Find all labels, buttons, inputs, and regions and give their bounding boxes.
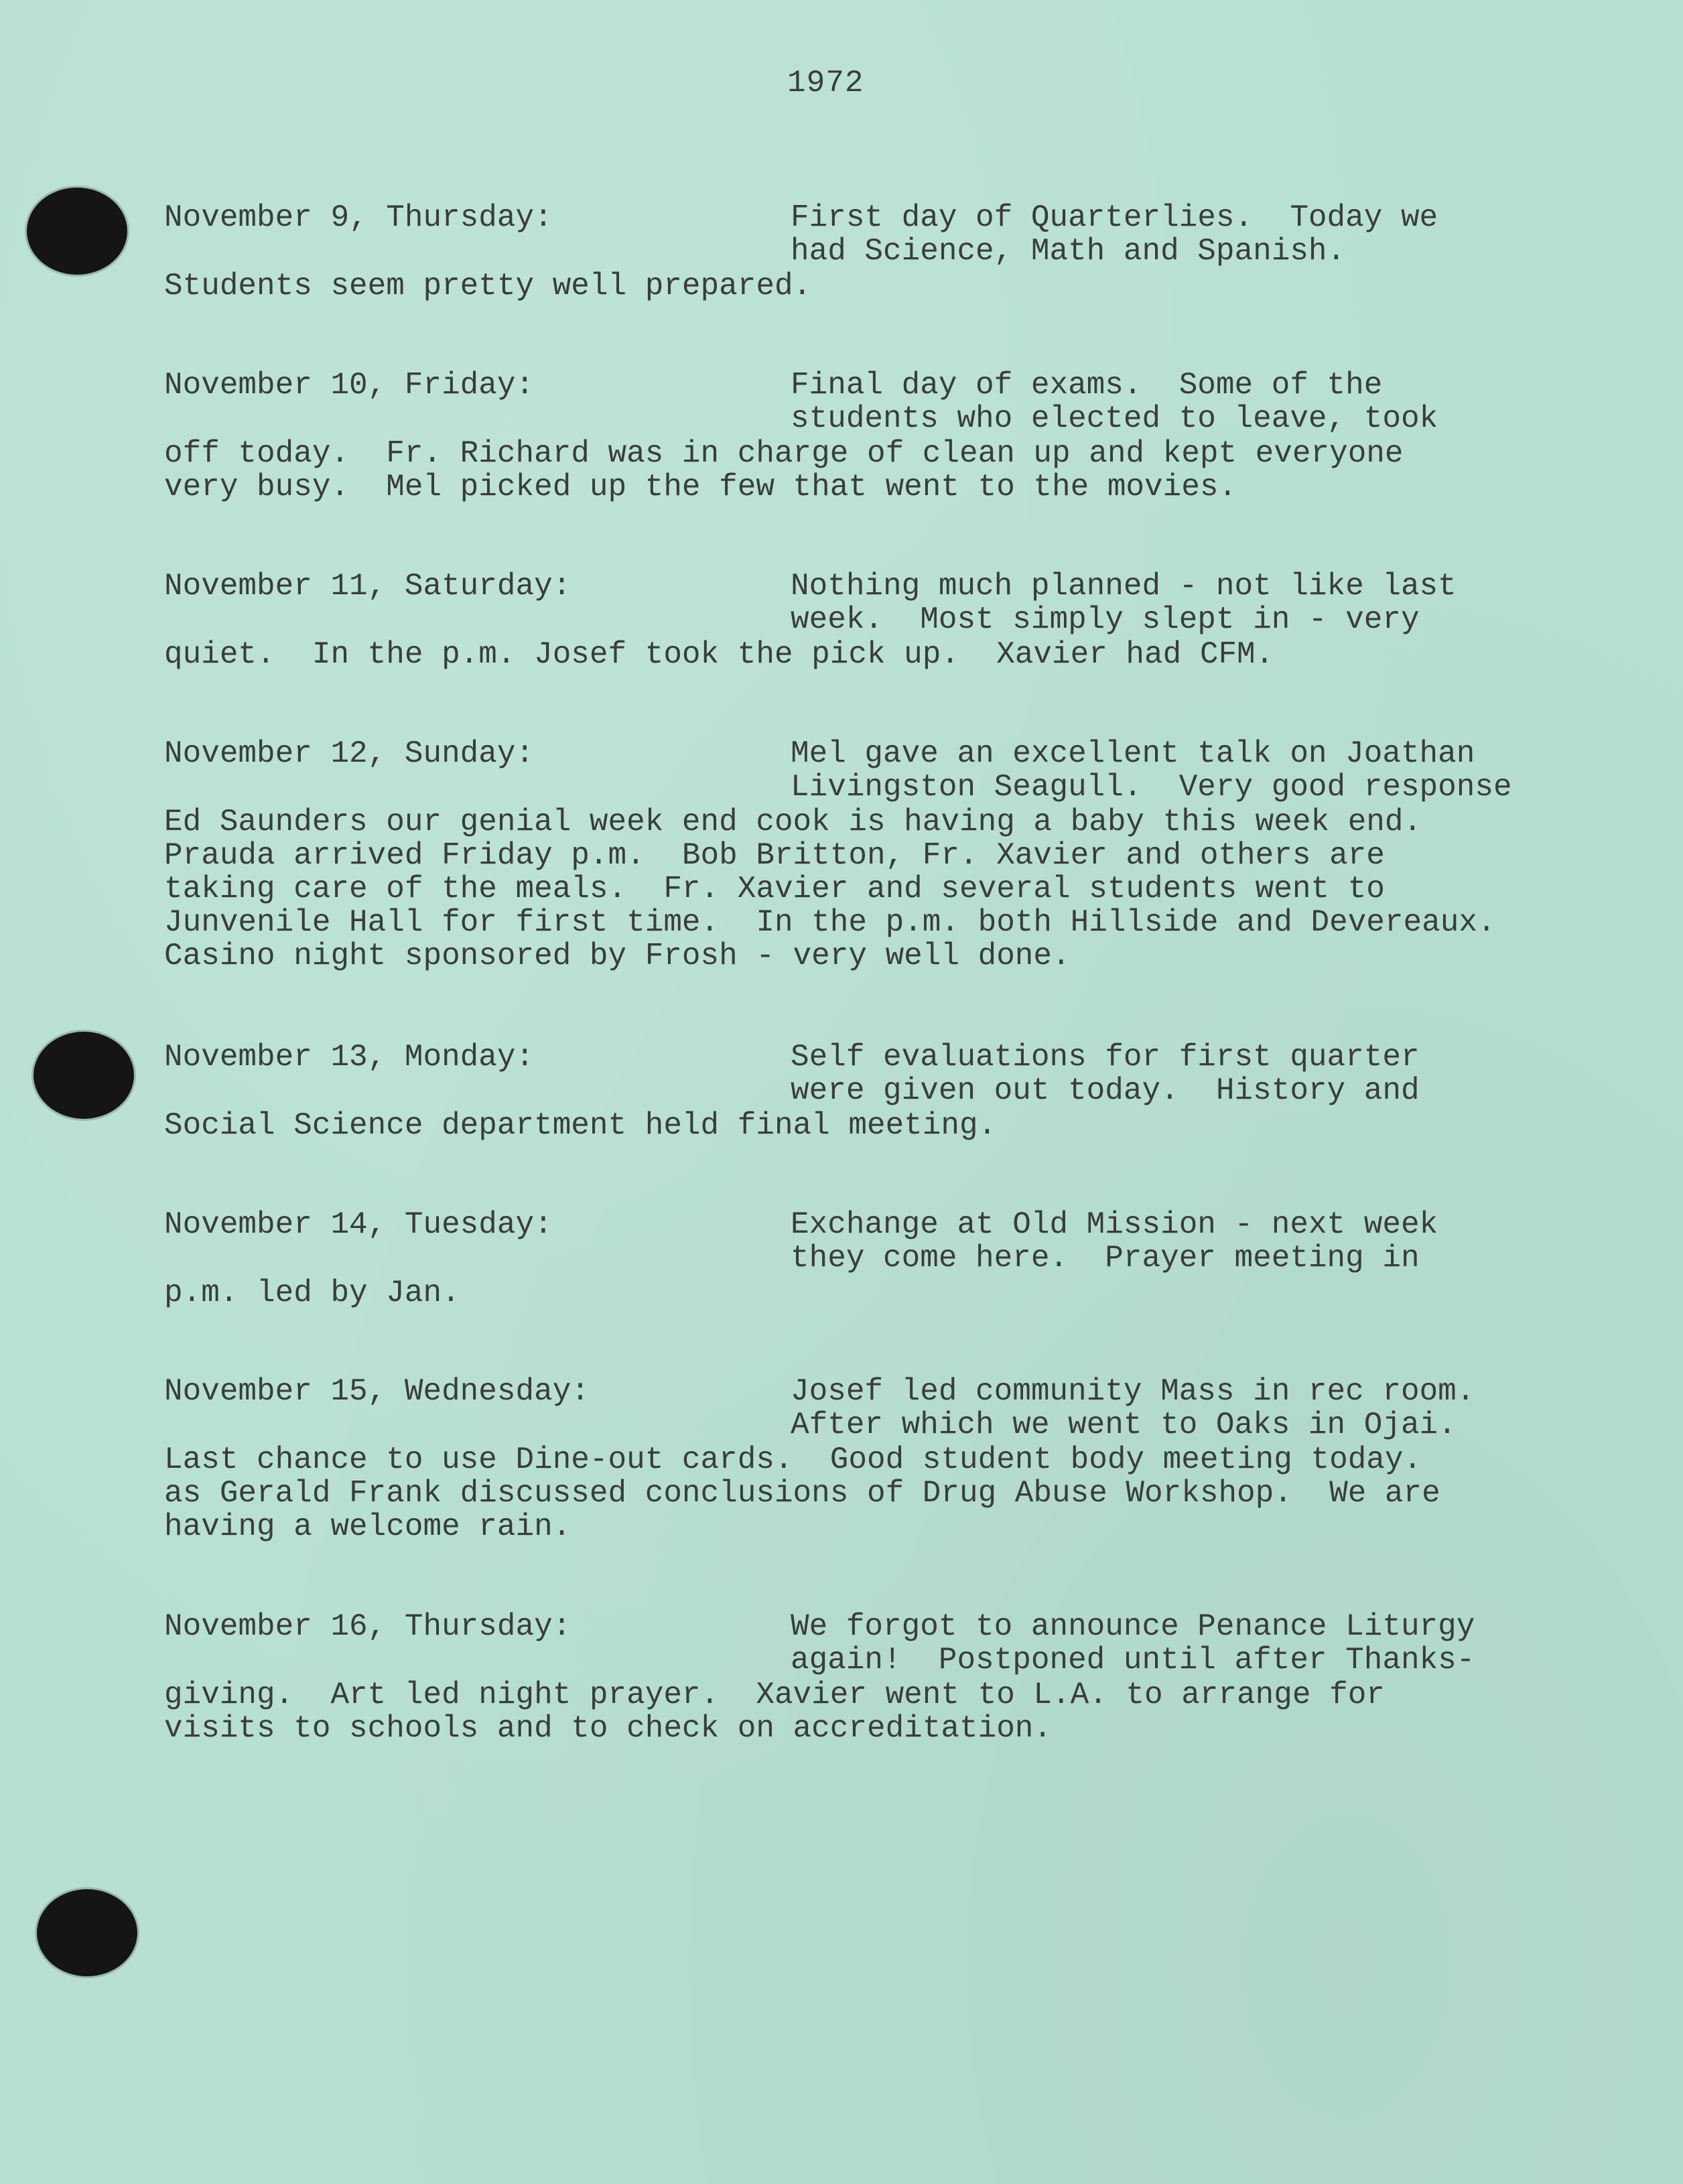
- entry-line: having a welcome rain.: [164, 1509, 571, 1544]
- page-year: 1972: [787, 66, 864, 100]
- entry-rest-text: [164, 805, 1658, 973]
- entry-line: they come here. Prayer meeting in: [791, 1241, 1420, 1276]
- entry-line: Livingston Seagull. Very good response: [791, 770, 1512, 805]
- entry-first-text: [791, 1208, 1662, 1275]
- entry-rest-text: [164, 638, 1658, 671]
- entry-line: Prauda arrived Friday p.m. Bob Britton, Fr. Xavier and others are: [164, 838, 1385, 873]
- entry-first-text: [791, 201, 1662, 268]
- entry-line: students who elected to leave, took: [791, 401, 1438, 436]
- entry-line: After which we went to Oaks in Ojai.: [791, 1408, 1457, 1442]
- entry-line: very busy. Mel picked up the few that went to the movies.: [164, 470, 1237, 504]
- entry-first-text: [791, 569, 1662, 636]
- entry-line: Social Science department held final meeting.: [164, 1108, 997, 1143]
- entry-rest-text: [164, 1276, 1658, 1310]
- entry-line: week. Most simply slept in - very: [791, 602, 1420, 637]
- entry-line: had Science, Math and Spanish.: [791, 234, 1346, 269]
- binder-hole-top: [27, 188, 127, 275]
- entry-line: Mel gave an excellent talk on Joathan: [791, 736, 1475, 771]
- entry-first-text: [791, 368, 1662, 435]
- binder-hole-bottom: [37, 1889, 137, 1976]
- entry-line: Last chance to use Dine-out cards. Good student body meeting today.: [164, 1442, 1422, 1477]
- entry-first-text: [791, 737, 1662, 804]
- entry-line: quiet. In the p.m. Josef took the pick up. Xavier had CFM.: [164, 637, 1274, 672]
- entry-line: as Gerald Frank discussed conclusions of Drug Abuse Workshop. We are: [164, 1476, 1440, 1511]
- entry-line: We forgot to announce Penance Liturgy: [791, 1609, 1475, 1644]
- entry-line: visits to schools and to check on accreditation.: [164, 1711, 1053, 1746]
- entry-line: were given out today. History and: [791, 1073, 1420, 1108]
- entry-line: p.m. led by Jan.: [164, 1276, 460, 1310]
- entry-date: November 16, Thursday:: [164, 1609, 571, 1644]
- entry-rest-text: [164, 1109, 1658, 1142]
- entry-line: giving. Art led night prayer. Xavier went to L.A. to arrange for: [164, 1678, 1385, 1712]
- entry-first-text: [791, 1375, 1662, 1442]
- entry-line: Nothing much planned - not like last: [791, 569, 1457, 604]
- entry-line: Casino night sponsored by Frosh - very well done.: [164, 939, 1071, 973]
- entry-first-text: [791, 1040, 1662, 1107]
- entry-date: November 13, Monday:: [164, 1040, 535, 1075]
- entry-date: November 9, Thursday:: [164, 200, 553, 235]
- entry-line: Ed Saunders our genial week end cook is having a baby this week end.: [164, 805, 1422, 839]
- entry-line: First day of Quarterlies. Today we: [791, 200, 1438, 235]
- entry-date: November 12, Sunday:: [164, 736, 535, 771]
- entry-rest-text: [164, 269, 1658, 303]
- entry-rest-text: [164, 1443, 1658, 1544]
- entry-date: November 10, Friday:: [164, 368, 535, 403]
- entry-line: Junvenile Hall for first time. In the p.m. both Hillside and Devereaux.: [164, 905, 1496, 940]
- entry-date: November 14, Tuesday:: [164, 1207, 553, 1242]
- entry-date: November 11, Saturday:: [164, 569, 571, 604]
- entry-line: Josef led community Mass in rec room.: [791, 1374, 1475, 1409]
- entry-rest-text: [164, 437, 1658, 504]
- entry-date: November 15, Wednesday:: [164, 1374, 590, 1409]
- entry-first-text: [791, 1610, 1662, 1677]
- entry-line: taking care of the meals. Fr. Xavier and several students went to: [164, 872, 1385, 906]
- entry-line: Self evaluations for first quarter: [791, 1040, 1420, 1075]
- entry-rest-text: [164, 1678, 1658, 1745]
- binder-hole-middle: [33, 1032, 134, 1119]
- entry-line: again! Postponed until after Thanks-: [791, 1643, 1475, 1678]
- entry-line: Students seem pretty well prepared.: [164, 269, 812, 303]
- entry-line: Final day of exams. Some of the: [791, 368, 1383, 403]
- entry-line: Exchange at Old Mission - next week: [791, 1207, 1438, 1242]
- entry-line: off today. Fr. Richard was in charge of clean up and kept everyone: [164, 436, 1404, 471]
